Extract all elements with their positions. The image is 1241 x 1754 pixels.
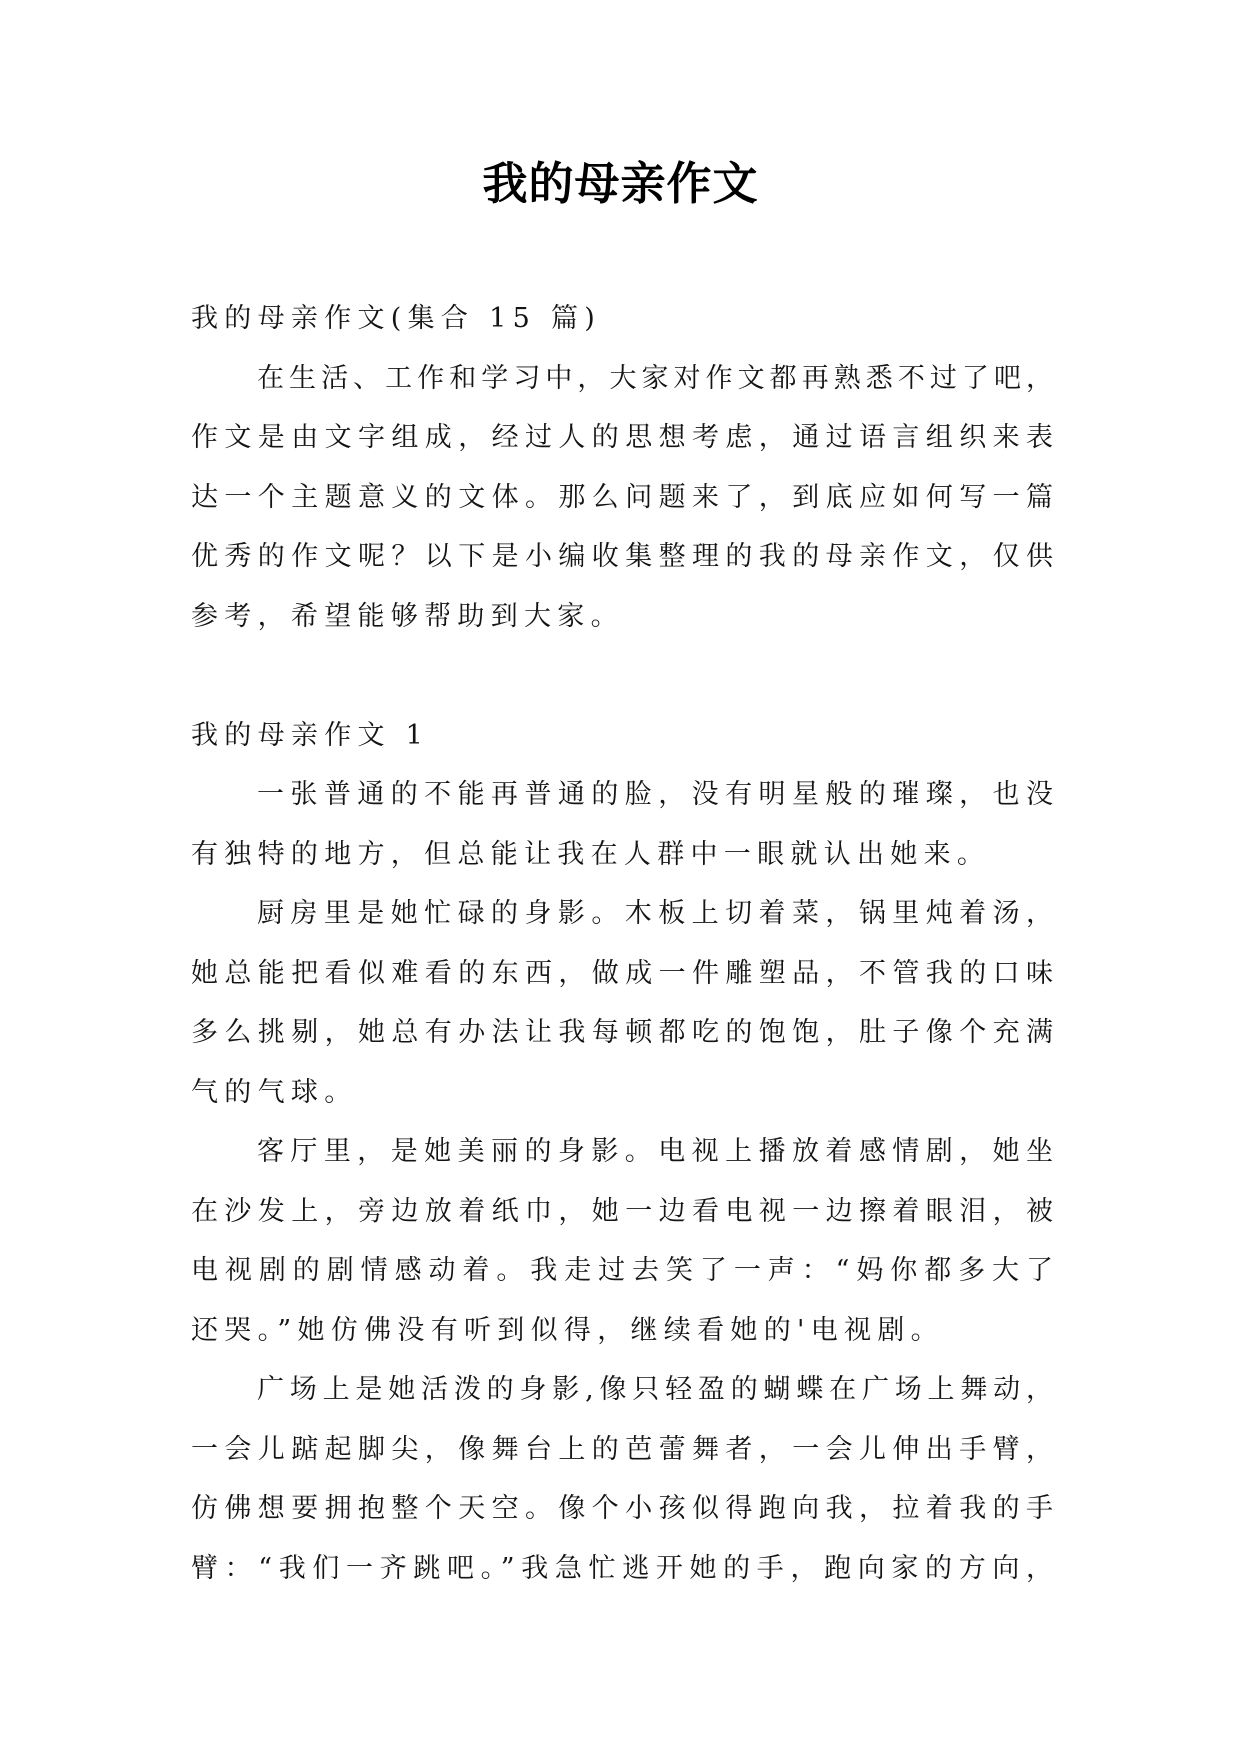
text-line: 气的气球。 xyxy=(191,1076,358,1108)
text-line: 客厅里，是她美丽的身影。电视上播放着感情剧，她坐 xyxy=(257,1136,1057,1167)
text-line: 在生活、工作和学习中，大家对作文都再熟悉不过了吧， xyxy=(257,362,1057,394)
text-line: 作文是由文字组成，经过人的思想考虑，通过语言组织来表 xyxy=(191,422,1057,453)
essay-section xyxy=(191,706,1057,1599)
paragraph xyxy=(191,1122,1057,1360)
paragraph xyxy=(191,765,1057,884)
document-title: 我的母亲作文 xyxy=(482,157,759,210)
paragraph xyxy=(191,884,1057,1122)
document-body xyxy=(191,289,1057,1598)
text-line: 多么挑剔，她总有办法让我每顿都吃的饱饱，肚子像个充满 xyxy=(191,1017,1057,1048)
text-line: 一张普通的不能再普通的脸，没有明星般的璀璨，也没 xyxy=(257,779,1057,810)
paragraph xyxy=(191,1360,1057,1598)
text-line: 仿佛想要拥抱整个天空。像个小孩似得跑向我，拉着我的手 xyxy=(191,1493,1057,1524)
text-line: 参考，希望能够帮助到大家。 xyxy=(191,600,624,632)
text-line: 她总能把看似难看的东西，做成一件雕塑品，不管我的口味 xyxy=(191,957,1057,989)
text-line: 一会儿踮起脚尖，像舞台上的芭蕾舞者，一会儿伸出手臂， xyxy=(191,1433,1057,1465)
intro-paragraph xyxy=(191,349,1057,647)
text-line: 优秀的作文呢？以下是小编收集整理的我的母亲作文，仅供 xyxy=(191,541,1057,572)
text-line: 电视剧的剧情感动着。我走过去笑了一声：“妈你都多大了 xyxy=(191,1255,1057,1286)
text-line: 厨房里是她忙碌的身影。木板上切着菜，锅里炖着汤， xyxy=(257,898,1057,929)
text-line: 臂：“我们一齐跳吧。”我急忙逃开她的手，跑向家的方向， xyxy=(191,1552,1057,1584)
text-line: 还哭。”她仿佛没有听到似得，继续看她的'电视剧。 xyxy=(191,1314,944,1346)
text-line: 广场上是她活泼的身影,像只轻盈的蝴蝶在广场上舞动， xyxy=(257,1374,1057,1405)
text-line: 在沙发上，旁边放着纸巾，她一边看电视一边擦着眼泪，被 xyxy=(191,1195,1057,1227)
text-line: 有独特的地方，但总能让我在人群中一眼就认出她来。 xyxy=(191,838,991,870)
document-subtitle: 我的母亲作文(集合 15 篇) xyxy=(191,303,602,334)
text-line: 达一个主题意义的文体。那么问题来了，到底应如何写一篇 xyxy=(191,481,1057,513)
blank-line xyxy=(191,646,1057,706)
section-heading: 我的母亲作文 1 xyxy=(191,719,430,751)
